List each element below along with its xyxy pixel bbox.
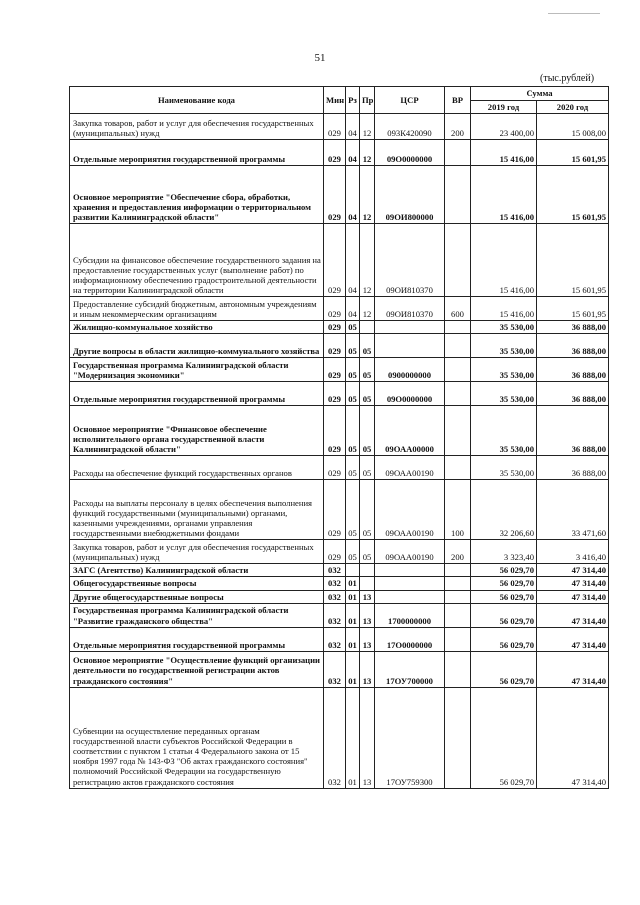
cell-pr: 05 xyxy=(360,480,375,540)
cell-vr: 100 xyxy=(445,480,471,540)
cell-min: 029 xyxy=(324,540,346,564)
cell-min: 029 xyxy=(324,321,346,334)
cell-pr: 13 xyxy=(360,651,375,687)
cell-y2020: 36 888,00 xyxy=(537,334,609,358)
cell-y2019: 35 530,00 xyxy=(471,382,537,406)
cell-rz: 05 xyxy=(346,382,360,406)
table-row xyxy=(70,651,609,687)
cell-min: 032 xyxy=(324,627,346,651)
header-sum: Сумма xyxy=(471,87,609,101)
cell-name: ЗАГС (Агентство) Калининградской области xyxy=(70,564,324,577)
cell-name: Основное мероприятие "Осуществление функций организации деятельности по государственной регистрации актов гражданского состояния" xyxy=(70,651,324,687)
cell-csr: 09ОАА00190 xyxy=(375,540,445,564)
cell-vr xyxy=(445,224,471,297)
cell-vr xyxy=(445,140,471,166)
cell-csr: 17О0000000 xyxy=(375,627,445,651)
table-row xyxy=(70,114,609,140)
cell-min: 032 xyxy=(324,687,346,788)
cell-pr: 12 xyxy=(360,114,375,140)
table-row xyxy=(70,456,609,480)
cell-csr: 1700000000 xyxy=(375,603,445,627)
header-vr: ВР xyxy=(445,87,471,114)
cell-rz: 05 xyxy=(346,358,360,382)
cell-rz: 05 xyxy=(346,540,360,564)
cell-pr: 05 xyxy=(360,456,375,480)
table-row xyxy=(70,687,609,788)
cell-name: Отдельные мероприятия государственной программы xyxy=(70,627,324,651)
cell-y2019: 35 530,00 xyxy=(471,321,537,334)
cell-y2020: 36 888,00 xyxy=(537,382,609,406)
cell-csr xyxy=(375,564,445,577)
cell-pr: 05 xyxy=(360,382,375,406)
cell-min: 029 xyxy=(324,166,346,224)
cell-csr: 09ОАА00000 xyxy=(375,406,445,456)
table-row xyxy=(70,406,609,456)
cell-y2019: 3 323,40 xyxy=(471,540,537,564)
cell-name: Другие общегосударственные вопросы xyxy=(70,590,324,603)
cell-rz: 05 xyxy=(346,480,360,540)
cell-name: Общегосударственные вопросы xyxy=(70,577,324,590)
cell-csr xyxy=(375,577,445,590)
cell-y2020: 47 314,40 xyxy=(537,651,609,687)
cell-csr: 09ОИ810370 xyxy=(375,297,445,321)
cell-pr: 12 xyxy=(360,140,375,166)
cell-y2019: 56 029,70 xyxy=(471,651,537,687)
cell-rz: 04 xyxy=(346,114,360,140)
cell-y2020: 36 888,00 xyxy=(537,358,609,382)
cell-rz: 01 xyxy=(346,603,360,627)
cell-min: 032 xyxy=(324,577,346,590)
cell-csr xyxy=(375,590,445,603)
cell-csr: 0900000000 xyxy=(375,358,445,382)
table-row xyxy=(70,140,609,166)
cell-csr: 09О0000000 xyxy=(375,140,445,166)
page-number: 51 xyxy=(314,52,326,64)
scan-mark xyxy=(548,13,600,14)
cell-y2020: 47 314,40 xyxy=(537,687,609,788)
cell-name: Другие вопросы в области жилищно-коммунального хозяйства xyxy=(70,334,324,358)
cell-vr xyxy=(445,577,471,590)
cell-vr xyxy=(445,358,471,382)
cell-min: 032 xyxy=(324,603,346,627)
cell-name: Основное мероприятие "Обеспечение сбора, обработки, хранения и предоставления информации о территориальном развитии Калининградской области" xyxy=(70,166,324,224)
cell-rz: 04 xyxy=(346,166,360,224)
cell-vr xyxy=(445,603,471,627)
cell-pr: 13 xyxy=(360,603,375,627)
cell-name: Отдельные мероприятия государственной программы xyxy=(70,140,324,166)
table-row xyxy=(70,334,609,358)
cell-csr: 093К420090 xyxy=(375,114,445,140)
cell-min: 029 xyxy=(324,480,346,540)
cell-rz: 01 xyxy=(346,590,360,603)
table-row xyxy=(70,590,609,603)
cell-y2020: 47 314,40 xyxy=(537,590,609,603)
cell-csr: 09ОИ800000 xyxy=(375,166,445,224)
table-row xyxy=(70,297,609,321)
cell-min: 029 xyxy=(324,224,346,297)
cell-pr: 05 xyxy=(360,334,375,358)
cell-y2020: 15 008,00 xyxy=(537,114,609,140)
cell-min: 029 xyxy=(324,358,346,382)
cell-y2020: 15 601,95 xyxy=(537,140,609,166)
cell-rz: 05 xyxy=(346,321,360,334)
cell-min: 032 xyxy=(324,651,346,687)
cell-y2019: 15 416,00 xyxy=(471,224,537,297)
cell-y2020: 47 314,40 xyxy=(537,564,609,577)
cell-y2019: 15 416,00 xyxy=(471,297,537,321)
cell-rz: 01 xyxy=(346,577,360,590)
cell-name: Государственная программа Калининградской области "Модернизация экономики" xyxy=(70,358,324,382)
cell-vr: 200 xyxy=(445,114,471,140)
cell-name: Предоставление субсидий бюджетным, автономным учреждениям и иным некоммерческим организациям xyxy=(70,297,324,321)
cell-y2020: 47 314,40 xyxy=(537,577,609,590)
cell-csr: 17ОУ759300 xyxy=(375,687,445,788)
cell-vr xyxy=(445,456,471,480)
cell-pr: 12 xyxy=(360,297,375,321)
cell-min: 029 xyxy=(324,114,346,140)
cell-name: Жилищно-коммунальное хозяйство xyxy=(70,321,324,334)
cell-min: 032 xyxy=(324,564,346,577)
cell-rz: 04 xyxy=(346,297,360,321)
cell-name: Расходы на обеспечение функций государственных органов xyxy=(70,456,324,480)
cell-name: Расходы на выплаты персоналу в целях обеспечения выполнения функций государственными (муниципальными) органами, казенными учреждениями, органами управления государственными внебюджетными фондами xyxy=(70,480,324,540)
cell-y2020: 36 888,00 xyxy=(537,406,609,456)
table-row xyxy=(70,321,609,334)
cell-y2019: 15 416,00 xyxy=(471,166,537,224)
header-2019: 2019 год xyxy=(471,101,537,114)
cell-vr xyxy=(445,382,471,406)
cell-csr: 17ОУ700000 xyxy=(375,651,445,687)
cell-y2019: 56 029,70 xyxy=(471,603,537,627)
cell-rz: 01 xyxy=(346,627,360,651)
cell-rz: 04 xyxy=(346,140,360,166)
cell-pr: 13 xyxy=(360,590,375,603)
cell-pr: 05 xyxy=(360,406,375,456)
cell-min: 029 xyxy=(324,382,346,406)
cell-name: Отдельные мероприятия государственной программы xyxy=(70,382,324,406)
cell-vr xyxy=(445,564,471,577)
cell-vr: 600 xyxy=(445,297,471,321)
table-row xyxy=(70,480,609,540)
cell-min: 029 xyxy=(324,140,346,166)
cell-rz: 01 xyxy=(346,687,360,788)
cell-vr: 200 xyxy=(445,540,471,564)
cell-y2020: 15 601,95 xyxy=(537,166,609,224)
cell-vr xyxy=(445,687,471,788)
header-rz: Рз xyxy=(346,87,360,114)
header-2020: 2020 год xyxy=(537,101,609,114)
cell-y2019: 23 400,00 xyxy=(471,114,537,140)
cell-vr xyxy=(445,590,471,603)
cell-csr: 09ОИ810370 xyxy=(375,224,445,297)
cell-y2019: 35 530,00 xyxy=(471,456,537,480)
header-pr: Пр xyxy=(360,87,375,114)
table-row xyxy=(70,564,609,577)
cell-csr: 09О0000000 xyxy=(375,382,445,406)
cell-vr xyxy=(445,406,471,456)
cell-rz: 04 xyxy=(346,224,360,297)
cell-pr: 12 xyxy=(360,224,375,297)
cell-csr: 09ОАА00190 xyxy=(375,480,445,540)
cell-min: 029 xyxy=(324,406,346,456)
cell-name: Субвенции на осуществление переданных органам государственной власти субъектов Российской Федерации в соответствии с пунктом 1 статьи 4 Федерального закона от 15 ноября 1997 года № 143-ФЗ "Об актах гражданского состояния" полномочий Российской Федерации на государственную регистрацию актов гражданского состояния xyxy=(70,687,324,788)
cell-pr xyxy=(360,577,375,590)
cell-y2019: 15 416,00 xyxy=(471,140,537,166)
cell-y2019: 56 029,70 xyxy=(471,687,537,788)
table-row xyxy=(70,358,609,382)
cell-rz xyxy=(346,564,360,577)
cell-y2019: 32 206,60 xyxy=(471,480,537,540)
cell-rz: 05 xyxy=(346,456,360,480)
cell-name: Закупка товаров, работ и услуг для обеспечения государственных (муниципальных) нужд xyxy=(70,114,324,140)
header-min: Мин xyxy=(324,87,346,114)
cell-name: Закупка товаров, работ и услуг для обеспечения государственных (муниципальных) нужд xyxy=(70,540,324,564)
cell-csr: 09ОАА00190 xyxy=(375,456,445,480)
cell-y2020: 15 601,95 xyxy=(537,224,609,297)
table-row xyxy=(70,382,609,406)
table-row xyxy=(70,224,609,297)
cell-rz: 05 xyxy=(346,406,360,456)
cell-csr xyxy=(375,334,445,358)
cell-y2020: 36 888,00 xyxy=(537,321,609,334)
cell-rz: 01 xyxy=(346,651,360,687)
cell-name: Субсидии на финансовое обеспечение государственного задания на предоставление государственных услуг (выполнение работ) по информационному обеспечению градостроительной деятельности на территории Калининградской области xyxy=(70,224,324,297)
cell-pr: 13 xyxy=(360,627,375,651)
header-csr: ЦСР xyxy=(375,87,445,114)
cell-y2020: 33 471,60 xyxy=(537,480,609,540)
table-row xyxy=(70,627,609,651)
cell-min: 029 xyxy=(324,297,346,321)
unit-note: (тыс.рублей) xyxy=(540,73,595,84)
cell-y2020: 3 416,40 xyxy=(537,540,609,564)
cell-y2019: 56 029,70 xyxy=(471,577,537,590)
cell-vr xyxy=(445,651,471,687)
cell-min: 029 xyxy=(324,334,346,358)
header-name: Наименование кода xyxy=(70,87,324,114)
budget-table xyxy=(69,86,609,789)
cell-min: 029 xyxy=(324,456,346,480)
cell-y2019: 35 530,00 xyxy=(471,334,537,358)
cell-name: Основное мероприятие "Финансовое обеспечение исполнительного органа государственной власти Калининградской области" xyxy=(70,406,324,456)
cell-y2019: 56 029,70 xyxy=(471,590,537,603)
table-row xyxy=(70,577,609,590)
cell-vr xyxy=(445,166,471,224)
cell-pr: 13 xyxy=(360,687,375,788)
cell-name: Государственная программа Калининградской области "Развитие гражданского общества" xyxy=(70,603,324,627)
cell-min: 032 xyxy=(324,590,346,603)
cell-y2020: 15 601,95 xyxy=(537,297,609,321)
cell-pr: 05 xyxy=(360,540,375,564)
cell-y2019: 56 029,70 xyxy=(471,564,537,577)
table-row xyxy=(70,166,609,224)
cell-y2019: 35 530,00 xyxy=(471,406,537,456)
cell-y2020: 47 314,40 xyxy=(537,627,609,651)
cell-pr xyxy=(360,321,375,334)
cell-pr: 05 xyxy=(360,358,375,382)
cell-y2019: 35 530,00 xyxy=(471,358,537,382)
cell-pr: 12 xyxy=(360,166,375,224)
cell-vr xyxy=(445,321,471,334)
cell-rz: 05 xyxy=(346,334,360,358)
cell-csr xyxy=(375,321,445,334)
cell-y2020: 47 314,40 xyxy=(537,603,609,627)
cell-vr xyxy=(445,627,471,651)
table-row xyxy=(70,540,609,564)
cell-vr xyxy=(445,334,471,358)
cell-pr xyxy=(360,564,375,577)
cell-y2019: 56 029,70 xyxy=(471,627,537,651)
table-row xyxy=(70,603,609,627)
cell-y2020: 36 888,00 xyxy=(537,456,609,480)
